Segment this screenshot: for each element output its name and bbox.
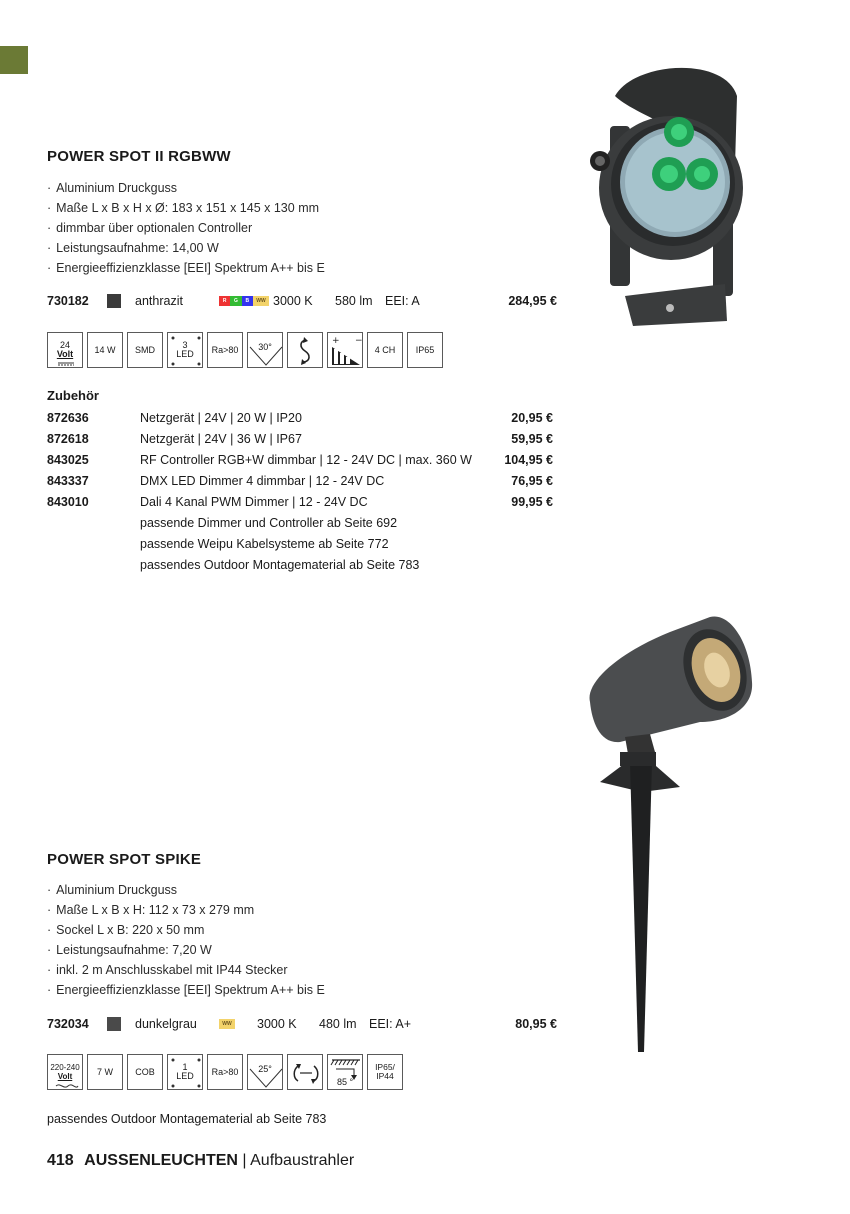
color-rendering-icon: Ra>80 bbox=[207, 332, 243, 368]
feature-item: · inkl. 2 m Anschlusskabel mit IP44 Stecker bbox=[47, 960, 325, 980]
warm-white-icon: WW bbox=[219, 1019, 235, 1029]
energy-class: EEI: A bbox=[385, 294, 420, 308]
voltage-value: 220-240 bbox=[50, 1063, 80, 1072]
article-number: 872618 bbox=[47, 431, 89, 446]
beam-angle-value: 30° bbox=[258, 341, 272, 352]
feature-item: · Leistungsaufnahme: 7,20 W bbox=[47, 940, 325, 960]
warm-white-icon: WW bbox=[253, 296, 269, 306]
led-type-icon: COB bbox=[127, 1054, 163, 1090]
svg-text:−: − bbox=[355, 336, 363, 346]
price: 80,95 € bbox=[515, 1017, 557, 1031]
led-count-label: LED bbox=[176, 349, 194, 359]
article-number: 730182 bbox=[47, 294, 89, 308]
power-spot-spike-image bbox=[580, 612, 760, 1062]
reference-note: passendes Outdoor Montagematerial ab Seite 783 bbox=[140, 557, 420, 572]
feature-item: · Maße L x B x H x Ø: 183 x 151 x 145 x 130 mm bbox=[47, 198, 325, 218]
tilt-angle-icon bbox=[327, 1054, 363, 1090]
feature-item: · Leistungsaufnahme: 14,00 W bbox=[47, 238, 325, 258]
article-number: 843337 bbox=[47, 473, 89, 488]
rgb-g: G bbox=[230, 296, 241, 306]
section-title: AUSSENLEUCHTEN bbox=[84, 1152, 238, 1169]
dimmable-icon bbox=[327, 332, 363, 368]
article-description: RF Controller RGB+W dimmbar | 12 - 24V DC | max. 360 W bbox=[140, 452, 472, 467]
page-footer bbox=[47, 1152, 354, 1170]
energy-class: EEI: A+ bbox=[369, 1017, 412, 1031]
ip-rating-icon: IP65 bbox=[407, 332, 443, 368]
channels-icon: 4 CH bbox=[367, 332, 403, 368]
price: 104,95 € bbox=[504, 452, 553, 467]
sku-row bbox=[47, 1015, 557, 1033]
voltage-icon bbox=[47, 1054, 83, 1090]
price: 284,95 € bbox=[508, 294, 557, 308]
article-description: DMX LED Dimmer 4 dimmbar | 12 - 24V DC bbox=[140, 473, 385, 488]
table-row bbox=[47, 491, 553, 512]
reference-note: passende Weipu Kabelsysteme ab Seite 772 bbox=[140, 536, 389, 551]
feature-item: · Energieeffizienzklasse [EEI] Spektrum A++ bis E bbox=[47, 980, 325, 1000]
article-number: 843010 bbox=[47, 494, 89, 509]
feature-list bbox=[47, 178, 325, 278]
chapter-tab bbox=[0, 46, 28, 74]
article-number: 732034 bbox=[47, 1017, 89, 1031]
power-spot-rgbww-image bbox=[575, 56, 745, 331]
beam-angle-value: 25° bbox=[258, 1063, 272, 1074]
sku-row bbox=[47, 292, 557, 310]
accessories-table bbox=[47, 407, 553, 575]
beam-angle-icon bbox=[247, 332, 283, 368]
wattage-icon: 14 W bbox=[87, 332, 123, 368]
feature-item: · Maße L x B x H: 112 x 73 x 279 mm bbox=[47, 900, 325, 920]
rotate-icon bbox=[287, 332, 323, 368]
feature-item: · Aluminium Druckguss bbox=[47, 178, 325, 198]
footer-separator: | bbox=[242, 1152, 247, 1169]
subsection-title: Aufbaustrahler bbox=[250, 1152, 355, 1169]
price: 20,95 € bbox=[511, 410, 553, 425]
feature-item: · Aluminium Druckguss bbox=[47, 880, 325, 900]
color-name: anthrazit bbox=[135, 294, 183, 308]
price: 99,95 € bbox=[511, 494, 553, 509]
color-temperature: 3000 K bbox=[273, 294, 313, 308]
voltage-value: 24 bbox=[59, 340, 70, 350]
tilt-angle-value: 85 ° bbox=[336, 1077, 354, 1087]
luminous-flux: 480 lm bbox=[319, 1017, 357, 1031]
rgb-icon bbox=[219, 296, 253, 306]
led-count-value: 1 bbox=[182, 1062, 188, 1072]
luminous-flux: 580 lm bbox=[335, 294, 373, 308]
accessories-heading: Zubehör bbox=[47, 388, 99, 403]
led-count-label: LED bbox=[176, 1071, 194, 1081]
led-count-icon bbox=[167, 332, 203, 368]
led-type-icon: SMD bbox=[127, 332, 163, 368]
product-title: POWER SPOT SPIKE bbox=[47, 851, 202, 868]
spec-icons bbox=[47, 1054, 403, 1090]
table-row bbox=[47, 428, 553, 449]
voltage-icon bbox=[47, 332, 83, 368]
article-description: Netzgerät | 24V | 20 W | IP20 bbox=[140, 410, 302, 425]
color-name: dunkelgrau bbox=[135, 1017, 197, 1031]
feature-item: · Energieeffizienzklasse [EEI] Spektrum A++ bis E bbox=[47, 258, 325, 278]
spec-icons bbox=[47, 332, 443, 368]
led-count-icon bbox=[167, 1054, 203, 1090]
ip-rating-icon bbox=[367, 1054, 403, 1090]
feature-list bbox=[47, 880, 325, 1000]
voltage-unit: Volt bbox=[57, 1072, 73, 1081]
product-title: POWER SPOT II RGBWW bbox=[47, 148, 231, 165]
led-count-value: 3 bbox=[182, 340, 188, 350]
table-row bbox=[47, 449, 553, 470]
table-row bbox=[47, 407, 553, 428]
color-swatch bbox=[107, 294, 121, 308]
price: 76,95 € bbox=[511, 473, 553, 488]
table-row bbox=[47, 470, 553, 491]
feature-item: · Sockel L x B: 220 x 50 mm bbox=[47, 920, 325, 940]
price: 59,95 € bbox=[511, 431, 553, 446]
table-row bbox=[47, 512, 553, 533]
rotate-icon bbox=[287, 1054, 323, 1090]
article-number: 843025 bbox=[47, 452, 89, 467]
table-row bbox=[47, 554, 553, 575]
page-number: 418 bbox=[47, 1152, 74, 1169]
beam-angle-icon bbox=[247, 1054, 283, 1090]
rgb-b: B bbox=[242, 296, 253, 306]
wattage-icon: 7 W bbox=[87, 1054, 123, 1090]
article-number: 872636 bbox=[47, 410, 89, 425]
feature-item: · dimmbar über optionalen Controller bbox=[47, 218, 325, 238]
article-description: Netzgerät | 24V | 36 W | IP67 bbox=[140, 431, 302, 446]
color-rendering-icon: Ra>80 bbox=[207, 1054, 243, 1090]
reference-note: passendes Outdoor Montagematerial ab Seite 783 bbox=[47, 1112, 327, 1126]
article-description: Dali 4 Kanal PWM Dimmer | 12 - 24V DC bbox=[140, 494, 368, 509]
svg-text:+: + bbox=[332, 336, 340, 346]
rgb-r: R bbox=[219, 296, 230, 306]
voltage-unit: Volt bbox=[56, 349, 74, 359]
color-temperature: 3000 K bbox=[257, 1017, 297, 1031]
table-row bbox=[47, 533, 553, 554]
color-swatch bbox=[107, 1017, 121, 1031]
ip-rating-value: IP65/ IP44 bbox=[375, 1062, 395, 1081]
reference-note: passende Dimmer und Controller ab Seite 692 bbox=[140, 515, 398, 530]
